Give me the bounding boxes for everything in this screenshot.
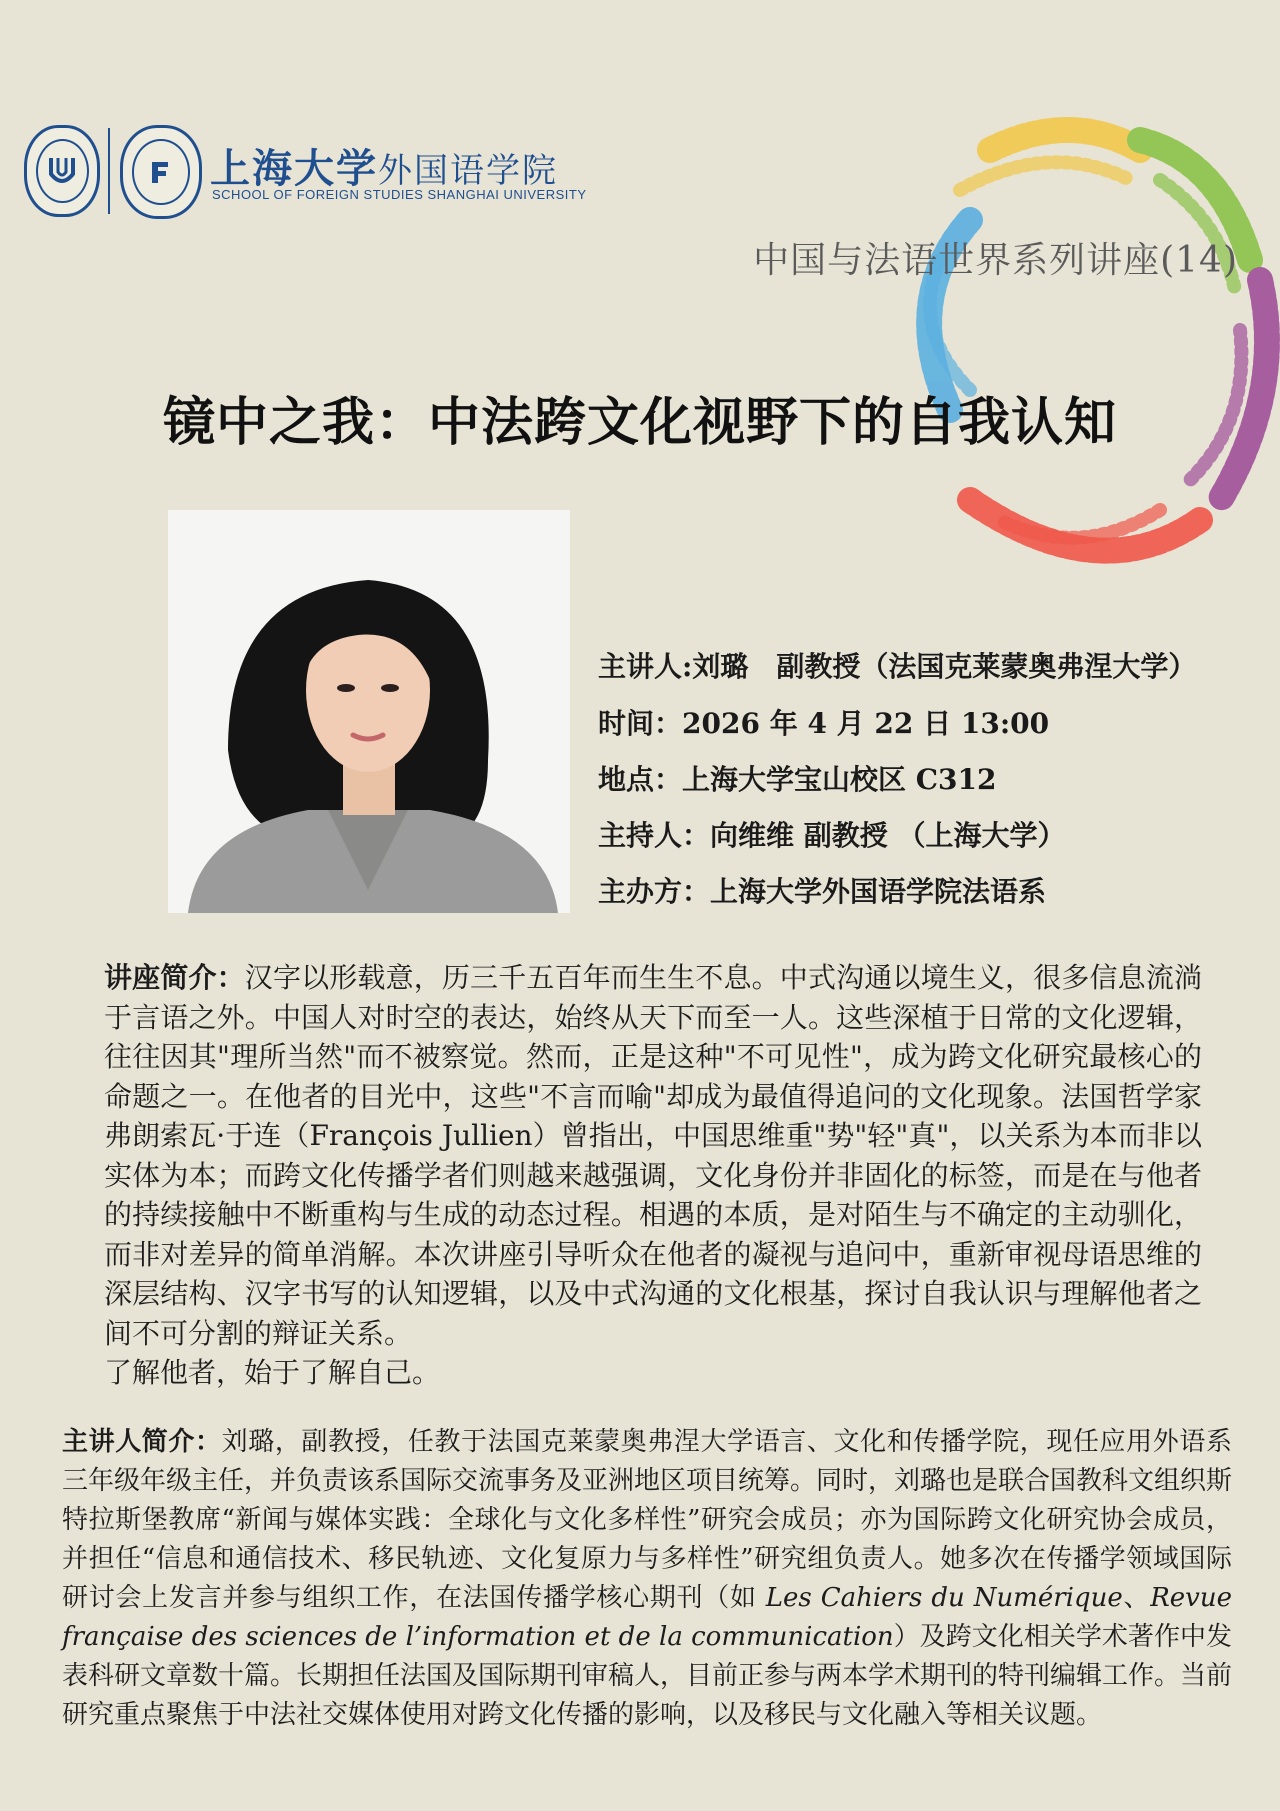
speaker-biography (62, 1423, 1232, 1735)
bio-separator: 、 (1122, 1583, 1151, 1613)
journal-cahiers-numerique: Les Cahiers du Numérique (765, 1583, 1123, 1613)
lecture-title: 镜中之我：中法跨文化视野下的自我认知 (162, 393, 1117, 453)
bio-part1: 刘璐，副教授，任教于法国克莱蒙奥弗涅大学语言、文化和传播学院，现任应用外语系三年级年级主任，并负责该系国际交流事务及亚洲地区项目统筹。同时，刘璐也是联合国教科文组织斯特拉斯堡教席“新闻与媒体实践：全球化与文化多样性”研究会成员；亦为国际跨文化研究协会成员，并担任“信息和通信技术、移民轨迹、文化复原力与多样性”研究组负责人。她多次在传播学领域国际研讨会上发言并参与组织工作，在法国传播学核心期刊（如 (62, 1427, 1233, 1613)
lecture-series-label: 中国与法语世界系列讲座(14) (753, 240, 1238, 281)
foreign-studies-seal-icon (132, 139, 189, 205)
journal-revue-francaise: Revue française des sciences de l’information et de la communication (62, 1583, 1232, 1652)
logo-divider (108, 128, 110, 214)
intro-closing: 了解他者，始于了解自己。 (104, 1356, 441, 1389)
shanghai-university-seal-icon (36, 139, 89, 203)
school-of-foreign-studies-logo (120, 125, 202, 219)
intro-body: 汉字以形载意，历三千五百年而生生不息。中式沟通以境生义，很多信息流淌于言语之外。中国人对时空的表达，始终从天下而至一人。这些深植于日常的文化逻辑，往往因其"理所当然"而不被察觉。然而，正是这种"不可见性"，成为跨文化研究最核心的命题之一。在他者的目光中，这些"不言而喻"却成为最值得追问的文化现象。法国哲学家弗朗索瓦·于连（François Jullien）曾指出，中国思维重"势"轻"真"，以关系为本而非以实体为本；而跨文化传播学者们则越来越强调，文化身份并非固化的标签，而是在与他者的持续接触中不断重构与生成的动态过程。相遇的本质，是对陌生与不确定的主动驯化，而非对差异的简单消解。本次讲座引导听众在他者的凝视与追问中，重新审视母语思维的深层结构、汉字书写的认知逻辑，以及中式沟通的文化根基，探讨自我认识与理解他者之间不可分割的辩证关系。 (104, 961, 1202, 1350)
school-name-en: SCHOOL OF FOREIGN STUDIES SHANGHAI UNIVERSITY (212, 187, 587, 202)
speaker-portrait (168, 510, 570, 913)
lecture-introduction (104, 958, 1202, 1393)
place-line: 地点：上海大学宝山校区 C312 (598, 763, 997, 796)
organizer-line: 主办方：上海大学外国语学院法语系 (598, 875, 1047, 908)
host-line: 主持人：向维维 副教授 （上海大学） (598, 819, 1066, 852)
school-name-cn: 上海大学外国语学院 (210, 145, 558, 192)
color-swirl-decoration (840, 90, 1280, 590)
speaker-line: 主讲人:刘璐 副教授（法国克莱蒙奥弗涅大学） (598, 650, 1197, 683)
bio-heading: 主讲人简介： (62, 1427, 222, 1457)
time-line: 时间：2026 年 4 月 22 日 13:00 (598, 707, 1050, 740)
bio-part2: ）及跨文化相关学术著作中发表科研文章数十篇。长期担任法国及国际期刊审稿人，目前正参与两本学术期刊的特刊编辑工作。当前研究重点聚焦于中法社交媒体使用对跨文化传播的影响，以及移民与文化融入等相关议题。 (62, 1622, 1233, 1730)
shanghai-university-logo (24, 125, 100, 217)
intro-heading: 讲座简介： (104, 961, 245, 994)
speaker-portrait-illustration (168, 510, 570, 913)
